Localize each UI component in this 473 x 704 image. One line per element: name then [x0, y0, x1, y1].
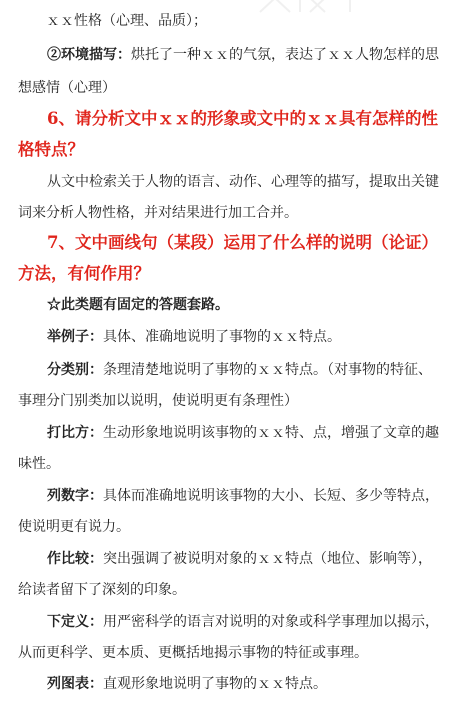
method-term: 作比较：	[47, 551, 103, 567]
text-line: 想感情（心理）	[18, 80, 116, 96]
answer-6-text: 从文中检索关于人物的语言、动作、心理等的描写，提取出关键	[47, 174, 439, 190]
watermark-logo	[255, 0, 375, 16]
method-term: 打比方：	[47, 425, 103, 441]
text-line	[47, 46, 439, 64]
environment-text: 烘托了一种ｘｘ的气氛，表达了ｘｘ人物怎样的思	[131, 47, 439, 63]
method-term: 下定义：	[47, 614, 103, 630]
question-6-heading: 6、请分析文中ｘｘ的形象或文中的ｘｘ具有怎样的性	[47, 109, 438, 128]
method-desc-cont: 事理分门别类加以说明，使说明更有条理性）	[18, 393, 298, 409]
method-desc: 用严密科学的语言对说明的对象或科学事理加以揭示，	[103, 614, 439, 630]
text-line: ｘｘ性格（心理、品质）；	[46, 13, 207, 29]
method-desc: 条理清楚地说明了事物的ｘｘ特点。（对事物的特征、	[103, 362, 432, 378]
method-item	[47, 328, 341, 346]
method-item	[47, 550, 432, 568]
method-item	[47, 675, 327, 693]
method-term: 列图表：	[47, 676, 103, 692]
method-desc: 具体、准确地说明了事物的ｘｘ特点。	[103, 329, 341, 345]
question-6-heading-cont: 格特点？	[18, 140, 84, 159]
star-note: ☆此类题有固定的答题套路。	[47, 297, 229, 313]
answer-6-text-cont: 词来分析人物性格，并对结果进行加工合并。	[18, 205, 298, 221]
method-desc: 具体而准确地说明该事物的大小、长短、多少等特点，	[103, 488, 439, 504]
question-7-heading-cont: 方法，有何作用？	[18, 264, 150, 283]
method-term: 列数字：	[47, 488, 103, 504]
question-7-heading: 7、文中画线句（某段）运用了什么样的说明（论证）	[47, 233, 438, 252]
method-term: 分类别：	[47, 362, 103, 378]
method-term: 举例子：	[47, 329, 103, 345]
method-desc-cont: 使说明更有说力。	[18, 519, 130, 535]
method-desc-cont: 从而更科学、更本质、更概括地揭示事物的特征或事理。	[18, 645, 368, 661]
method-desc-cont: 给读者留下了深刻的印象。	[18, 582, 186, 598]
method-desc: 突出强调了被说明对象的ｘｘ特点（地位、影响等），	[103, 551, 432, 567]
method-item	[47, 613, 439, 631]
method-item	[47, 424, 439, 442]
method-desc: 直观形象地说明了事物的ｘｘ特点。	[103, 676, 327, 692]
method-desc: 生动形象地说明该事物的ｘｘ特、点，增强了文章的趣	[103, 425, 439, 441]
method-item	[47, 487, 439, 505]
environment-label: ②环境描写：	[47, 47, 131, 63]
method-desc-cont: 味性。	[18, 456, 60, 472]
method-item	[47, 361, 432, 379]
